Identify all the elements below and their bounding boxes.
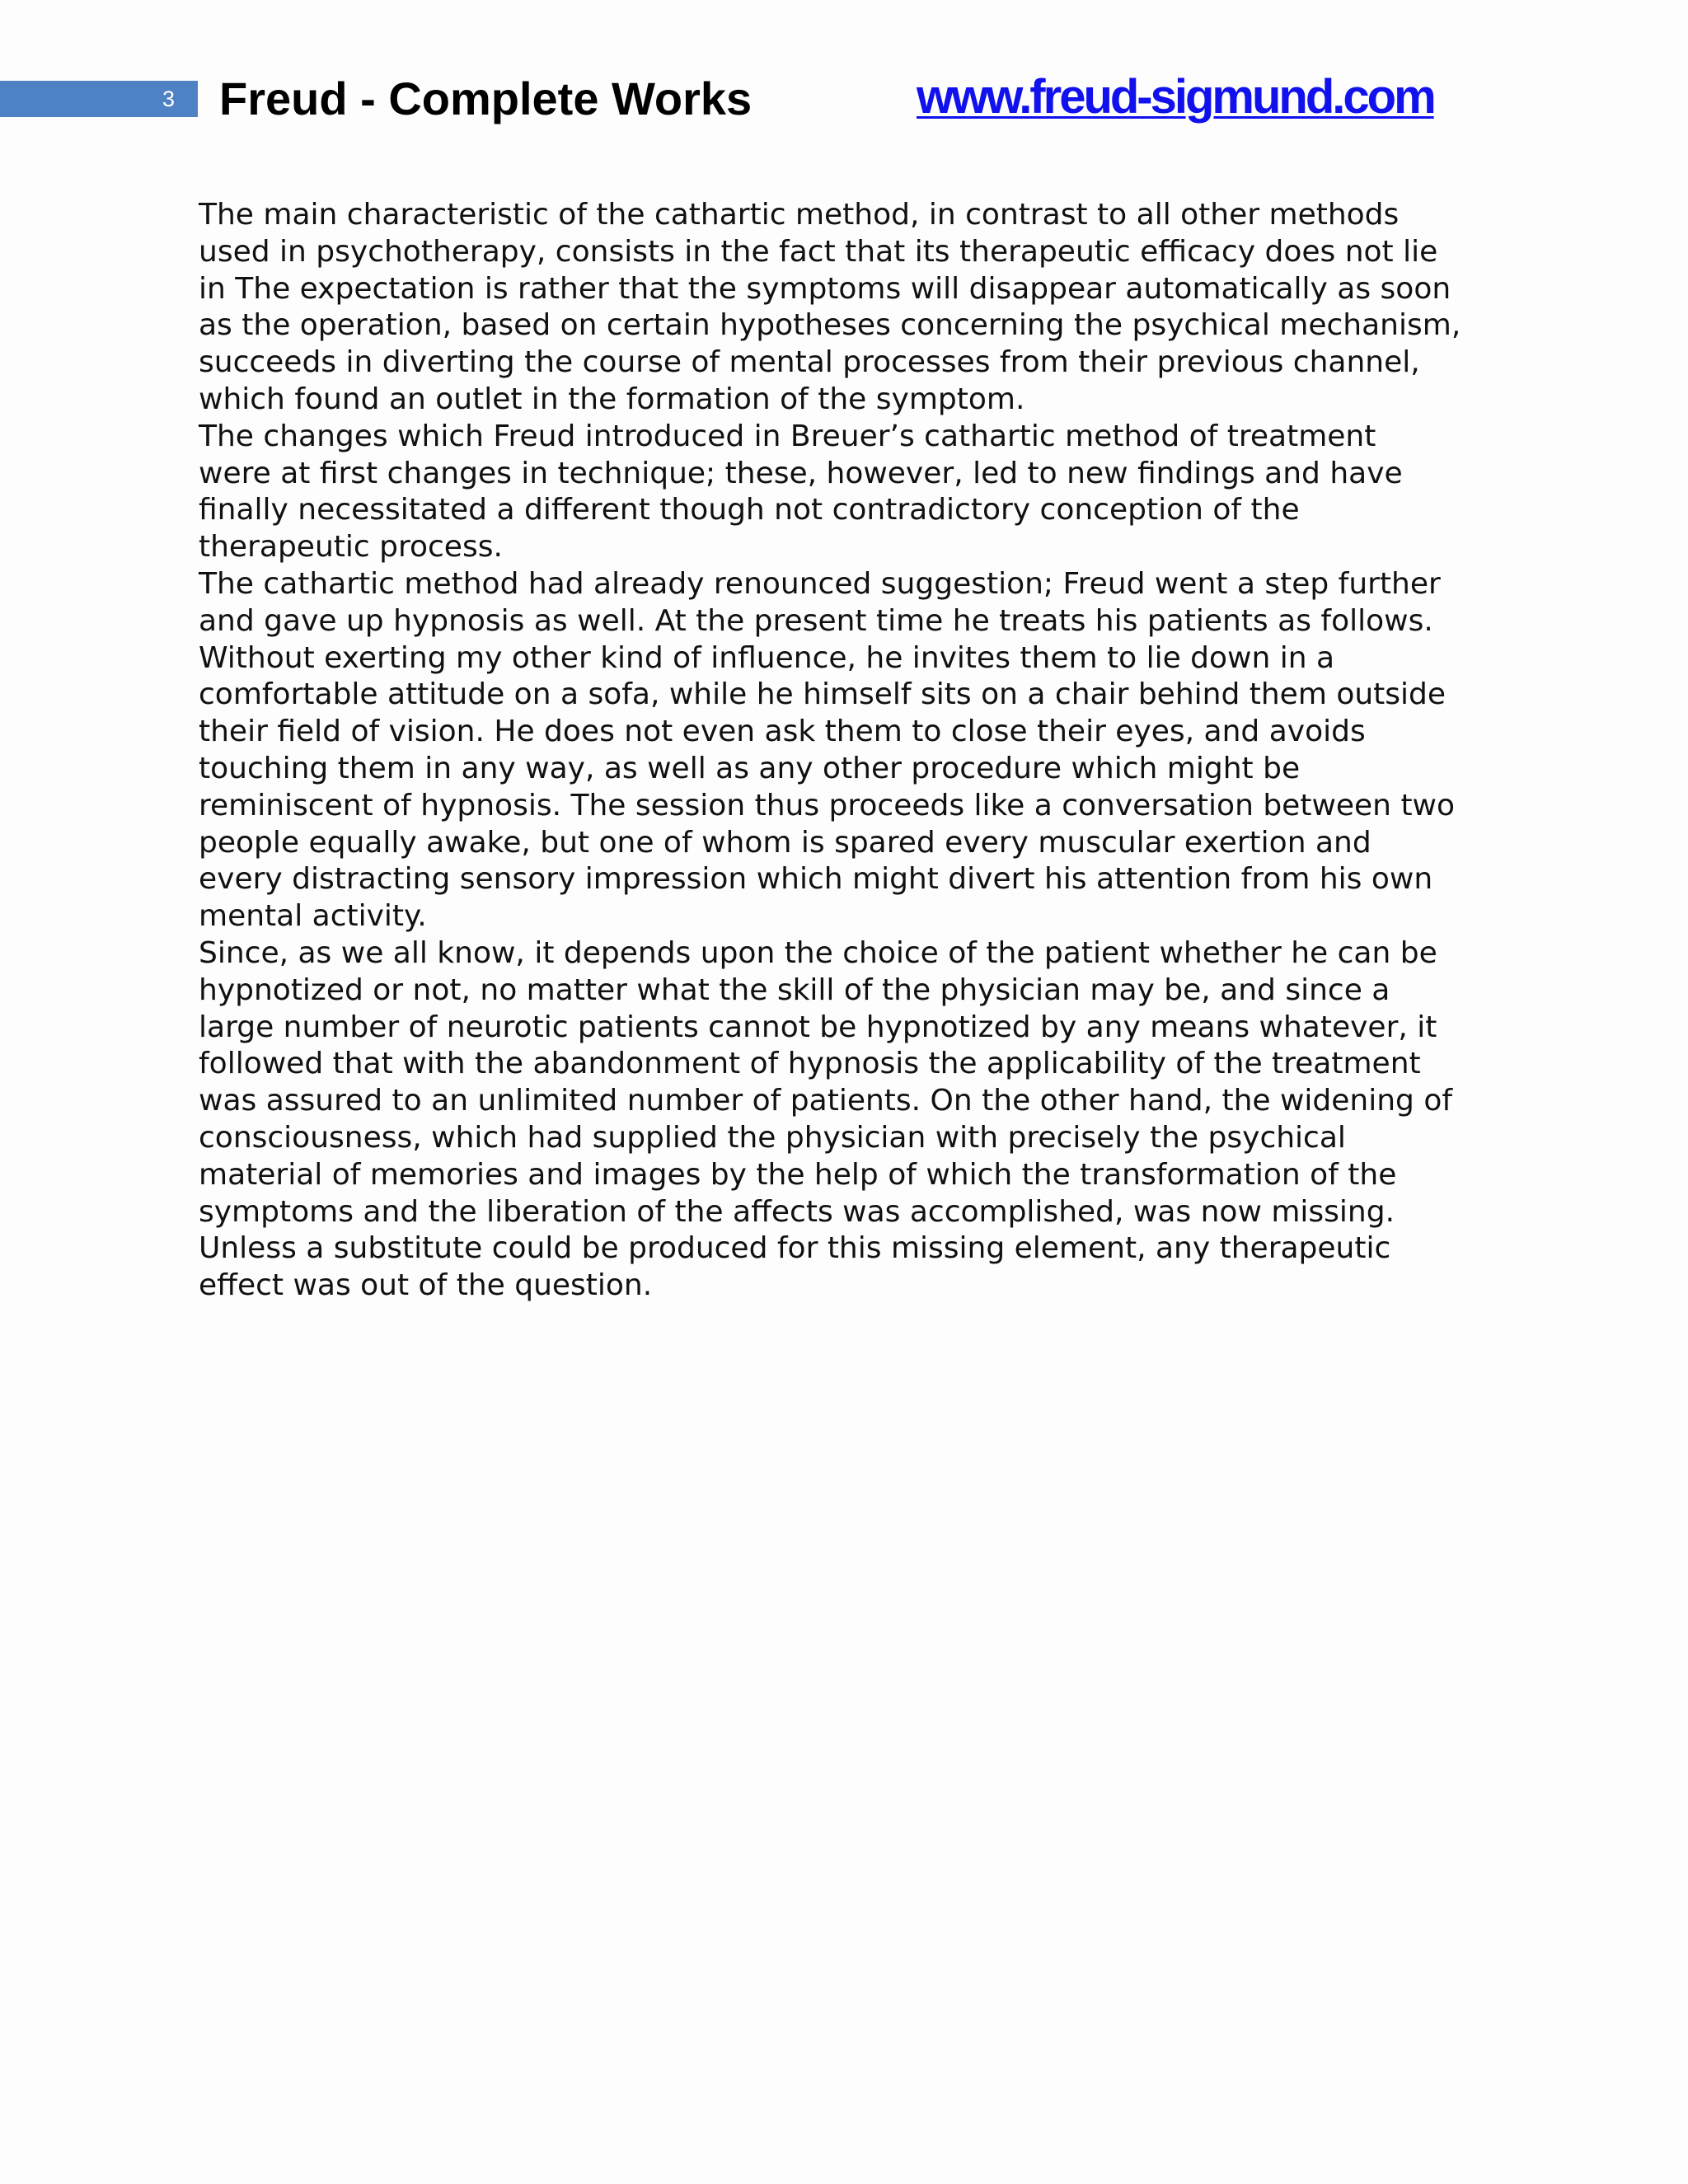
text-line: reminiscent of hypnosis. The session thus proceeds like a conversation between two xyxy=(199,788,1456,823)
text-line: symptoms and the liberation of the affects was accomplished, was now missing. xyxy=(199,1194,1395,1229)
text-line: hypnotized or not, no matter what the skill of the physician may be, and since a xyxy=(199,972,1390,1007)
text-line: finally necessitated a different though not contradictory conception of the xyxy=(199,493,1300,527)
text-line: their field of vision. He does not even ask them to close their eyes, and avoids xyxy=(199,715,1366,749)
text-line: Without exerting my other kind of influence, he invites them to lie down in a xyxy=(199,640,1335,675)
text-line: The cathartic method had already renounced suggestion; Freud went a step further xyxy=(199,566,1441,601)
text-line: and gave up hypnosis as well. At the present time he treats his patients as follows. xyxy=(199,603,1433,638)
text-line: as the operation, based on certain hypotheses concerning the psychical mechanism, xyxy=(199,308,1461,343)
text-line: The main characteristic of the cathartic method, in contrast to all other methods xyxy=(199,198,1400,232)
text-line: used in psychotherapy, consists in the fact that its therapeutic efficacy does not lie xyxy=(199,234,1438,269)
text-line: material of memories and images by the help of which the transformation of the xyxy=(199,1157,1397,1192)
text-line: large number of neurotic patients cannot be hypnotized by any means whatever, it xyxy=(199,1010,1437,1044)
text-line: touching them in any way, as well as any other procedure which might be xyxy=(199,751,1301,785)
text-line: Unless a substitute could be produced for this missing element, any therapeutic xyxy=(199,1231,1391,1266)
site-link[interactable]: www.freud-sigmund.com xyxy=(917,70,1434,124)
page-number: 3 xyxy=(162,87,175,111)
text-line: which found an outlet in the formation of the symptom. xyxy=(199,382,1025,416)
text-line: The changes which Freud introduced in Breuer’s cathartic method of treatment xyxy=(199,419,1376,453)
document-title: Freud - Complete Works xyxy=(219,73,753,124)
text-line: in The expectation is rather that the symptoms will disappear automatically as soon xyxy=(199,271,1451,306)
text-line: followed that with the abandonment of hypnosis the applicability of the treatment xyxy=(199,1047,1421,1081)
text-line: effect was out of the question. xyxy=(199,1268,653,1303)
text-line: people equally awake, but one of whom is spared every muscular exertion and xyxy=(199,825,1372,860)
text-line: were at first changes in technique; these, however, led to new findings and have xyxy=(199,456,1403,490)
page-number-bar xyxy=(0,81,198,117)
text-line: Since, as we all know, it depends upon the choice of the patient whether he can be xyxy=(199,935,1437,970)
text-line: comfortable attitude on a sofa, while he himself sits on a chair behind them outside xyxy=(199,677,1447,712)
text-line: was assured to an unlimited number of patients. On the other hand, the widening of xyxy=(199,1084,1453,1118)
text-line: therapeutic process. xyxy=(199,530,503,565)
text-line: mental activity. xyxy=(199,899,427,934)
body-text xyxy=(199,197,1501,1305)
text-line: every distracting sensory impression which might divert his attention from his own xyxy=(199,862,1433,897)
text-line: succeeds in diverting the course of mental processes from their previous channel, xyxy=(199,345,1420,380)
text-line: consciousness, which had supplied the physician with precisely the psychical xyxy=(199,1120,1346,1155)
